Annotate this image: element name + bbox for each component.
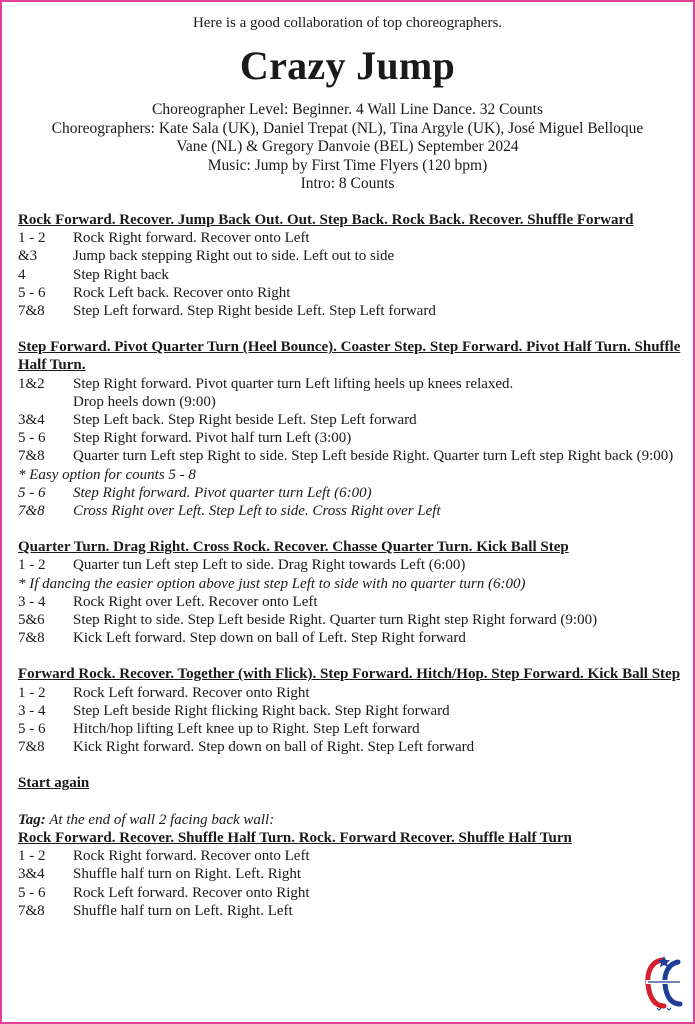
step-row	[18, 593, 683, 611]
tag-title: Rock Forward. Recover. Shuffle Half Turn. Rock. Forward Recover. Shuffle Half Turn	[18, 829, 572, 846]
start-again-section	[18, 774, 683, 792]
step-count: 5 - 6	[18, 484, 46, 501]
step-row	[18, 865, 683, 883]
step-text: Kick Left forward. Step down on ball of Left. Step Right forward	[73, 630, 466, 647]
intro-counts-line: Intro: 8 Counts	[300, 175, 395, 193]
step-count: 5 - 6	[18, 884, 46, 901]
intro-line: Here is a good collaboration of top choreographers.	[192, 15, 503, 31]
step-text: Rock Left forward. Recover onto Right	[73, 684, 310, 701]
step-row	[18, 847, 683, 865]
step-row	[18, 302, 683, 320]
step-count: 5&6	[18, 612, 45, 629]
step-text: Rock Right over Left. Recover onto Left	[73, 593, 318, 610]
step-text: Step Left back. Step Right beside Left. Step Left forward	[73, 412, 417, 429]
step-row	[18, 611, 683, 629]
step-row	[18, 556, 683, 574]
step-text: Kick Right forward. Step down on ball of Right. Step Left forward	[73, 739, 475, 756]
step-row	[18, 266, 683, 284]
music-line: Music: Jump by First Time Flyers (120 bpm)	[207, 156, 488, 174]
step-row	[18, 229, 683, 247]
step-count: 7&8	[18, 902, 45, 919]
step-count: 5 - 6	[18, 721, 46, 738]
step-count: 3&4	[18, 412, 45, 429]
step-text: Shuffle half turn on Right. Left. Right	[73, 866, 302, 883]
step-count: 1 - 2	[18, 230, 46, 247]
step-text-line: Step Right forward. Pivot quarter turn Left lifting heels up knees relaxed.	[73, 375, 514, 392]
step-row	[18, 720, 683, 738]
step-text: Rock Left forward. Recover onto Right	[73, 884, 310, 901]
step-count: 7&8	[18, 739, 45, 756]
step-text	[73, 375, 683, 411]
section-gap	[18, 320, 683, 338]
step-count: &3	[18, 248, 38, 265]
level-line: Choreographer Level: Beginner. 4 Wall Line Dance. 32 Counts	[151, 101, 544, 118]
step-text: Step Left forward. Step Right beside Left. Step Left forward	[73, 303, 436, 320]
section-2	[18, 338, 683, 520]
section-gap	[18, 520, 683, 538]
step-row	[18, 738, 683, 756]
step-text: Quarter turn Left step Right to side. Step Left beside Right. Quarter turn Left step Right back (9:00)	[73, 448, 674, 465]
tag-label: Tag:	[18, 811, 46, 828]
dance-title: Crazy Jump	[239, 43, 456, 88]
easier-option-note: * If dancing the easier option above just step Left to side with no quarter turn (6:00)	[18, 575, 526, 592]
step-count: 1 - 2	[18, 557, 46, 574]
step-text: Hitch/hop lifting Left knee up to Right. Step Left forward	[73, 721, 420, 738]
step-count: 5 - 6	[18, 430, 46, 447]
step-count: 3&4	[18, 866, 45, 883]
step-row	[18, 629, 683, 647]
step-content	[18, 211, 683, 920]
step-count: 5 - 6	[18, 284, 46, 301]
step-count: 7&8	[18, 303, 45, 320]
step-count: 1 - 2	[18, 848, 46, 865]
step-row	[18, 247, 683, 265]
step-count: 1 - 2	[18, 684, 46, 701]
step-text: Rock Left back. Recover onto Right	[73, 284, 291, 301]
step-count: 7&8	[18, 630, 45, 647]
step-count: 3 - 4	[18, 702, 46, 719]
step-row	[18, 447, 683, 465]
section-gap	[18, 647, 683, 665]
step-text: Shuffle half turn on Left. Right. Left	[73, 902, 293, 919]
section-gap	[18, 756, 683, 774]
step-row	[18, 502, 683, 520]
step-text: Rock Right forward. Recover onto Left	[73, 848, 310, 865]
step-count: 7&8	[18, 448, 45, 465]
step-text: Step Right forward. Pivot quarter turn Left (6:00)	[73, 484, 372, 501]
step-row	[18, 429, 683, 447]
tag-section	[18, 811, 683, 920]
step-row	[18, 902, 683, 920]
step-row	[18, 375, 683, 411]
step-text: Quarter tun Left step Left to side. Drag Right towards Left (6:00)	[73, 557, 466, 574]
section-title: Rock Forward. Recover. Jump Back Out. Out. Step Back. Rock Back. Recover. Shuffle Forward	[18, 212, 634, 228]
step-text-continued: Drop heels down (9:00)	[73, 393, 216, 410]
step-count: 1&2	[18, 375, 45, 392]
choreographers-line-2: Vane (NL) & Gregory Danvoie (BEL) September 2024	[176, 138, 519, 156]
step-text: Cross Right over Left. Step Left to side. Cross Right over Left	[73, 503, 441, 520]
section-title: Step Forward. Pivot Quarter Turn (Heel Bounce). Coaster Step. Step Forward. Pivot Half Turn. Shuffle Half Turn.	[18, 339, 681, 374]
section-gap	[18, 793, 683, 811]
section-1	[18, 211, 683, 320]
dance-info	[2, 101, 693, 194]
section-title: Forward Rock. Recover. Together (with Flick). Step Forward. Hitch/Hop. Step Forward. Kick Ball Step	[18, 666, 681, 683]
step-text: Step Right forward. Pivot half turn Left (3:00)	[73, 430, 352, 447]
copperknob-logo	[644, 954, 684, 1012]
step-count: 7&8	[18, 503, 45, 520]
step-row	[18, 884, 683, 902]
start-again: Start again	[18, 775, 90, 792]
section-3	[18, 538, 683, 647]
tag-intro	[18, 811, 683, 829]
step-count: 4	[18, 266, 26, 283]
step-count: 3 - 4	[18, 593, 46, 610]
step-row	[18, 484, 683, 502]
step-row	[18, 702, 683, 720]
step-row	[18, 284, 683, 302]
step-text: Step Left beside Right flicking Right back. Step Right forward	[73, 702, 450, 719]
section-4	[18, 665, 683, 756]
step-text: Rock Right forward. Recover onto Left	[73, 230, 310, 247]
step-text: Jump back stepping Right out to side. Left out to side	[73, 248, 395, 265]
section-title: Quarter Turn. Drag Right. Cross Rock. Recover. Chasse Quarter Turn. Kick Ball Step	[18, 539, 569, 556]
step-row	[18, 411, 683, 429]
tag-intro-text: At the end of wall 2 facing back wall:	[45, 811, 275, 828]
choreographers-line-1: Choreographers: Kate Sala (UK), Daniel Trepat (NL), Tina Argyle (UK), José Miguel Belloque	[51, 119, 644, 137]
step-text: Step Right to side. Step Left beside Right. Quarter turn Right step Right forward (9:00)	[73, 612, 598, 629]
step-text: Step Right back	[73, 266, 169, 283]
easy-option-note: * Easy option for counts 5 - 8	[18, 466, 196, 483]
step-row	[18, 684, 683, 702]
